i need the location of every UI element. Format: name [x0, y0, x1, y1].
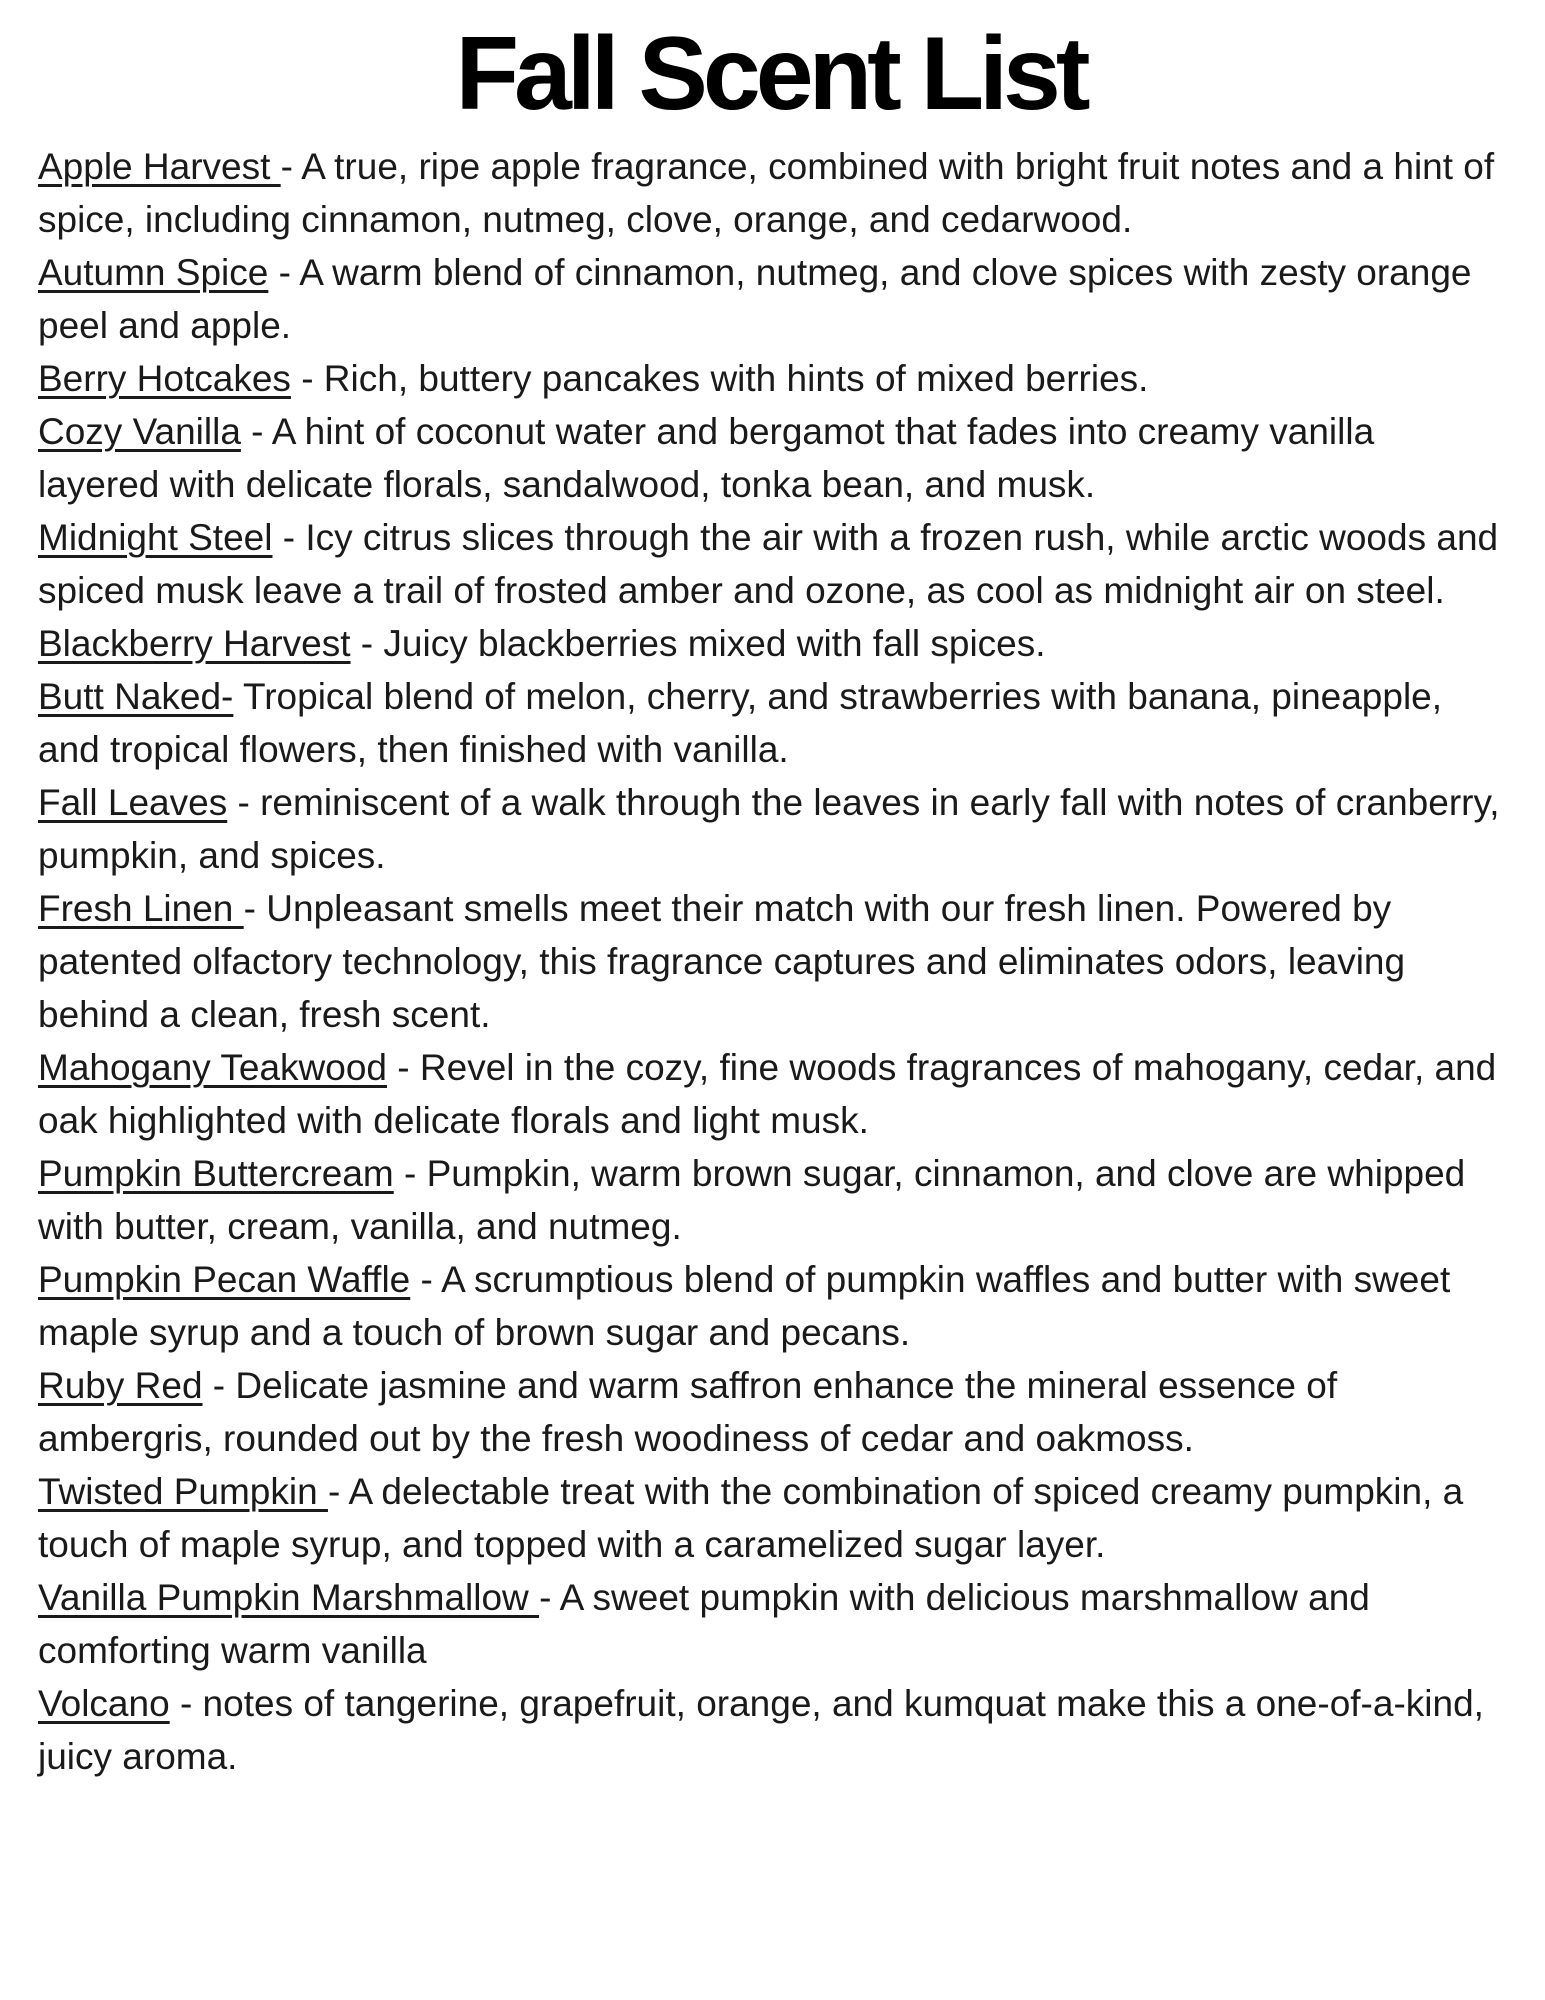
scent-entry — [38, 1041, 1503, 1147]
scent-entry — [38, 882, 1503, 1041]
scent-name: Mahogany Teakwood — [38, 1047, 388, 1088]
scent-description: - notes of tangerine, grapefruit, orange, and kumquat make this a one-of-a-kind, juicy aroma. — [38, 1683, 1484, 1777]
scent-description: - Delicate jasmine and warm saffron enhance the mineral essence of ambergris, rounded out by the fresh woodiness of cedar and oakmoss. — [38, 1365, 1338, 1459]
scent-description: - A scrumptious blend of pumpkin waffles and butter with sweet maple syrup and a touch of brown sugar and pecans. — [38, 1259, 1451, 1353]
scent-description: - reminiscent of a walk through the leaves in early fall with notes of cranberry, pumpkin, and spices. — [38, 782, 1500, 876]
scent-entry — [38, 670, 1503, 776]
scent-description: - Revel in the cozy, fine woods fragrances of mahogany, cedar, and oak highlighted with delicate florals and light musk. — [38, 1047, 1497, 1141]
scent-description: - A true, ripe apple fragrance, combined with bright fruit notes and a hint of spice, including cinnamon, nutmeg, clove, orange, and cedarwood. — [38, 146, 1495, 240]
scent-name: Fresh Linen — [38, 888, 244, 929]
scent-entry — [38, 617, 1503, 670]
scent-name: Fall Leaves — [38, 782, 228, 823]
scent-entry — [38, 1571, 1503, 1677]
scent-name: Volcano — [38, 1683, 170, 1724]
scent-description: - A hint of coconut water and bergamot that fades into creamy vanilla layered with delicate florals, sandalwood, tonka bean, and musk. — [38, 411, 1375, 505]
scent-name: Butt Naked- — [38, 676, 234, 717]
scent-description: - A warm blend of cinnamon, nutmeg, and clove spices with zesty orange peel and apple. — [38, 252, 1472, 346]
scent-name: Twisted Pumpkin — [38, 1471, 328, 1512]
scent-description: - Rich, buttery pancakes with hints of mixed berries. — [290, 358, 1149, 399]
scent-name: Autumn Spice — [38, 252, 269, 293]
scent-entry — [38, 1465, 1503, 1571]
scent-name: Pumpkin Buttercream — [38, 1153, 394, 1194]
scent-entry — [38, 246, 1503, 352]
scent-entry — [38, 776, 1503, 882]
scent-name: Cozy Vanilla — [38, 411, 241, 452]
scent-entry — [38, 405, 1503, 511]
scent-description: - Unpleasant smells meet their match with our fresh linen. Powered by patented olfactory technology, this fragrance captures and eliminates odors, leaving behind a clean, fresh scent. — [38, 888, 1406, 1035]
scent-name: Ruby Red — [38, 1365, 203, 1406]
scent-entry — [38, 352, 1503, 405]
scent-name: Apple Harvest — [38, 146, 281, 187]
scent-description: - A sweet pumpkin with delicious marshmallow and comforting warm vanilla — [38, 1577, 1370, 1671]
scent-entry — [38, 1677, 1503, 1783]
scent-entry — [38, 140, 1503, 246]
scent-list — [38, 140, 1503, 1783]
scent-description: - Icy citrus slices through the air with a frozen rush, while arctic woods and spiced musk leave a trail of frosted amber and ozone, as cool as midnight air on steel. — [38, 517, 1499, 611]
scent-entry — [38, 1253, 1503, 1359]
scent-entry — [38, 511, 1503, 617]
scent-name: Pumpkin Pecan Waffle — [38, 1259, 411, 1300]
scent-name: Vanilla Pumpkin Marshmallow — [38, 1577, 540, 1618]
scent-name: Blackberry Harvest — [38, 623, 351, 664]
scent-entry — [38, 1147, 1503, 1253]
scent-description: - Juicy blackberries mixed with fall spices. — [350, 623, 1046, 664]
scent-name: Midnight Steel — [38, 517, 273, 558]
scent-name: Berry Hotcakes — [38, 358, 291, 399]
scent-entry — [38, 1359, 1503, 1465]
scent-description: Tropical blend of melon, cherry, and strawberries with banana, pineapple, and tropical flowers, then finished with vanilla. — [38, 676, 1443, 770]
scent-description: - A delectable treat with the combination of spiced creamy pumpkin, a touch of maple syrup, and topped with a caramelized sugar layer. — [38, 1471, 1464, 1565]
page-title: Fall Scent List — [455, 16, 1086, 132]
scent-description: - Pumpkin, warm brown sugar, cinnamon, and clove are whipped with butter, cream, vanilla, and nutmeg. — [38, 1153, 1466, 1247]
